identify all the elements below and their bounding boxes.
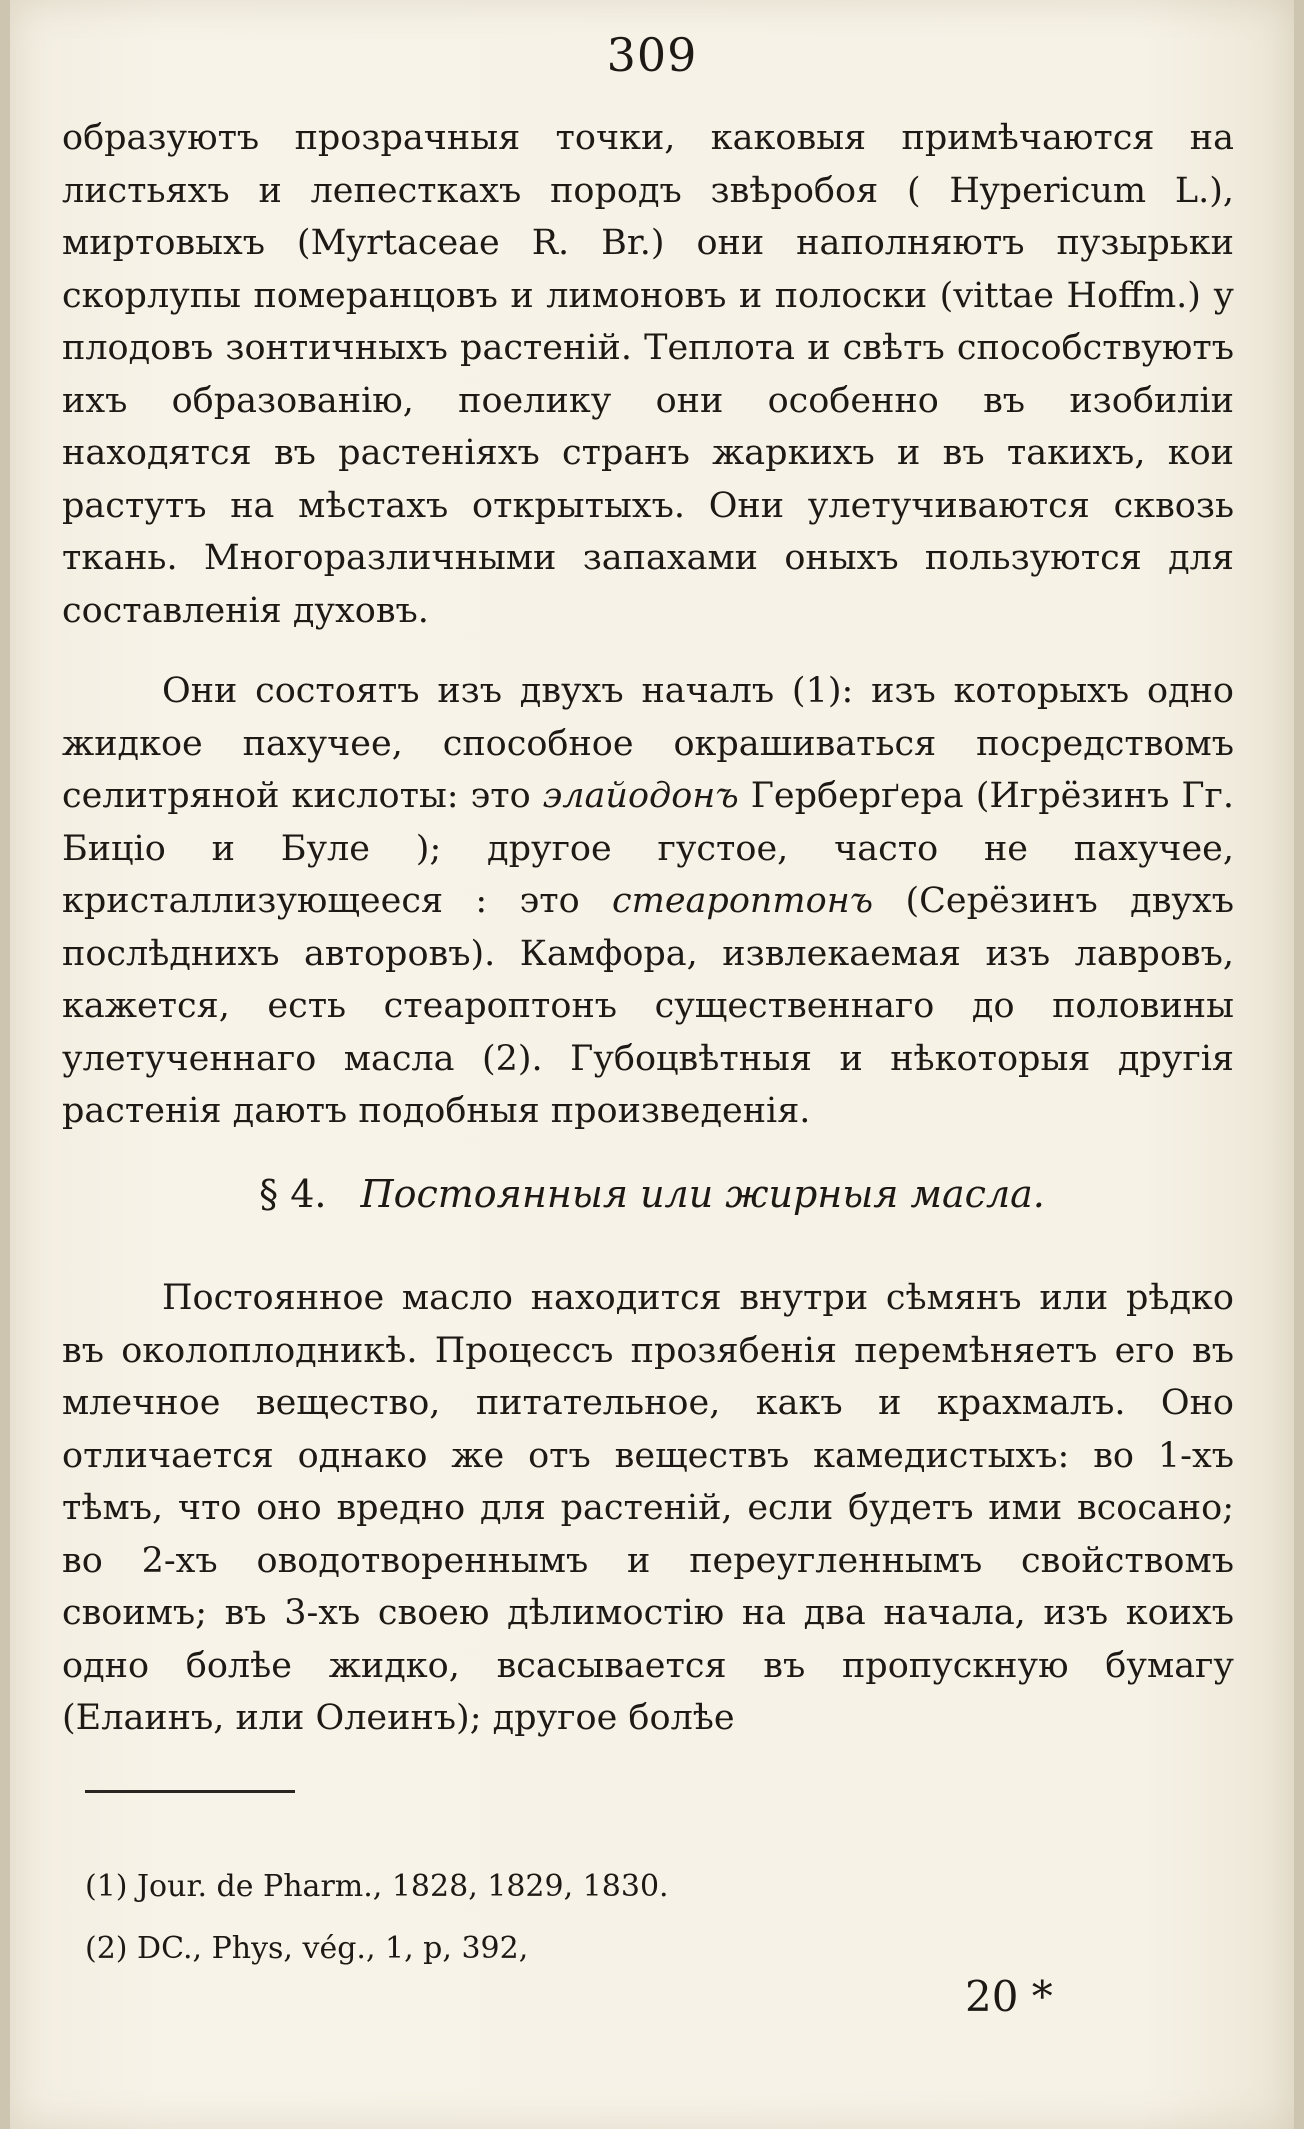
printer-signature-mark: 20 * xyxy=(965,1972,1053,2021)
paragraph-two xyxy=(62,665,1234,1138)
footnote-1: (1) Jour. de Pharm., 1828, 1829, 1830. xyxy=(85,1869,669,1904)
footnote-divider xyxy=(85,1790,295,1793)
paragraph-two-part2: Герберґера (Игрёзинъ Гг. Биціо и Буле ); другое густое, часто не пахучее, кристаллизующееся : это xyxy=(62,776,1234,921)
footnote-2: (2) DC., Phys, vég., 1, p, 392, xyxy=(85,1931,529,1966)
paragraph-three-text: Постоянное масло находится внутри сѣмянъ или рѣдко въ околоплодникѣ. Процессъ прозябенія перемѣняетъ его въ млечное вещество, питательное, какъ и крахмалъ. Оно отличается однако же отъ веществъ камедистыхъ: во 1-хъ тѣмъ, что оно вредно для растеній, если будетъ ими всосано; во 2-хъ оводотвореннымъ и переугленнымъ свойствомъ своимъ; въ 3-хъ своею дѣлимостію на два начала, изъ коихъ одно болѣе жидко, всасывается въ пропускную бумагу (Елаинъ, или Олеинъ); другое болѣе xyxy=(62,1278,1234,1738)
paragraph-one xyxy=(62,112,1234,637)
term-elaiodon: элайодонъ xyxy=(542,776,739,816)
footnotes xyxy=(85,1856,1185,1980)
page-number: 309 xyxy=(606,28,698,82)
paragraph-two-part1: Они состоятъ изъ двухъ началъ (1): изъ которыхъ одно жидкое пахучее, способное окрашиваться посредствомъ селитряной кислоты: это xyxy=(62,671,1234,816)
paragraph-two-part3: (Серёзинъ двухъ послѣднихъ авторовъ). Камфора, извлекаемая изъ лавровъ, кажется, есть стеароптонъ существеннаго до половины улетученнаго масла (2). Губоцвѣтныя и нѣкоторыя другія растенія даютъ подобныя произведенія. xyxy=(62,881,1234,1131)
section-title: Постоянныя или жирныя масла. xyxy=(360,1172,1045,1216)
book-page xyxy=(10,0,1294,2129)
section-number: § 4. xyxy=(259,1172,327,1216)
paragraph-two-text xyxy=(62,665,1234,1138)
term-stearopten: стеароптонъ xyxy=(612,881,874,921)
paragraph-three xyxy=(62,1272,1234,1745)
section-heading xyxy=(10,1172,1294,1216)
paragraph-one-text: образуютъ прозрачныя точки, каковыя примѣчаются на листьяхъ и лепесткахъ породъ звѣробоя ( Hypericum L.), миртовыхъ (Myrtaceae R. Br.) они наполняютъ пузырьки скорлупы померанцовъ и лимоновъ и полоски (vittae Hoffm.) у плодовъ зонтичныхъ растеній. Теплота и свѣтъ способствуютъ ихъ образованію, поелику они особенно въ изобиліи находятся въ растеніяхъ странъ жаркихъ и въ такихъ, кои растутъ на мѣстахъ открытыхъ. Они улетучиваются сквозь ткань. Многоразличными запахами оныхъ пользуются для составленія духовъ. xyxy=(62,118,1234,631)
